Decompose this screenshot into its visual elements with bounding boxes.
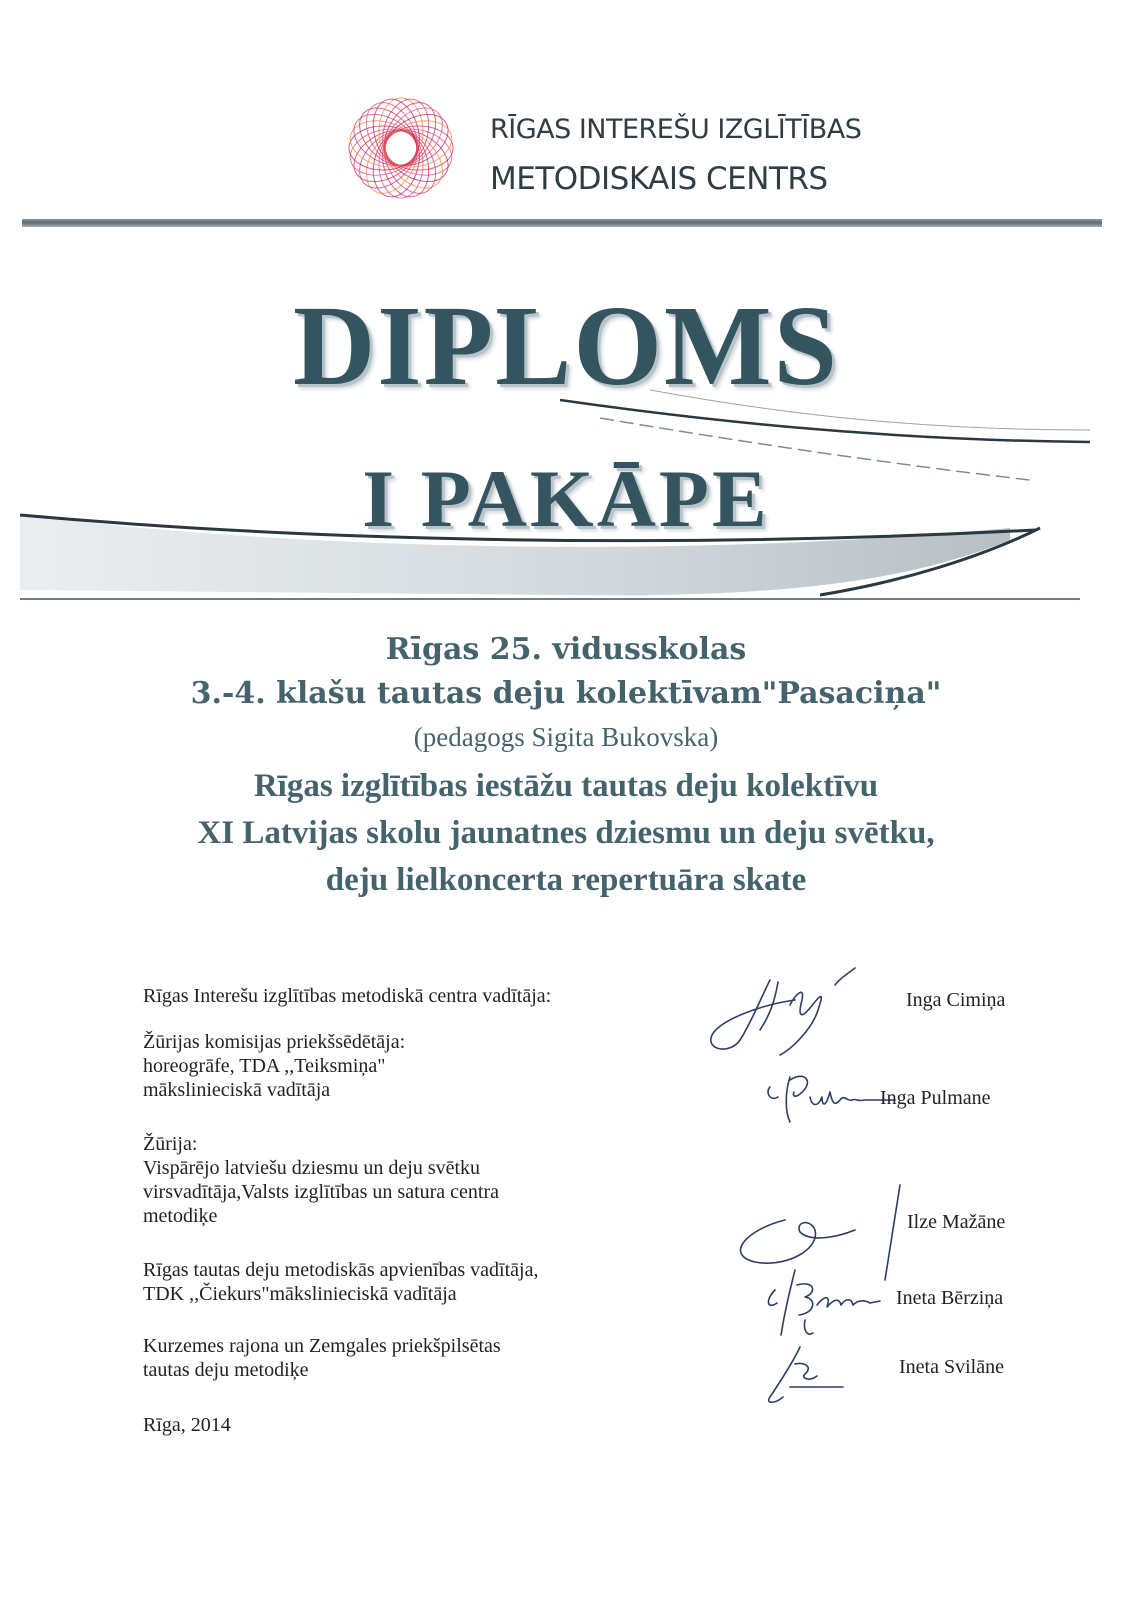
event-line-1: Rīgas izglītības iestāžu tautas deju kolektīvu <box>253 768 879 804</box>
header-divider <box>22 219 1102 227</box>
name-director: Inga Cimiņa <box>906 989 1006 1011</box>
signature-jury-2 <box>755 1265 895 1345</box>
signature-jury-3 <box>755 1342 855 1412</box>
role-jury-3-line1: Kurzemes rajona un Zemgales priekšpilsētas <box>143 1335 501 1357</box>
place-date: Rīga, 2014 <box>143 1414 231 1436</box>
role-jury-3 <box>143 1334 501 1382</box>
role-jury-2-line1: Rīgas tautas deju metodiskās apvienības vadītāja, <box>143 1259 539 1281</box>
organization-logo <box>340 92 462 204</box>
event-line-2: XI Latvijas skolu jaunatnes dziesmu un deju svētku, <box>197 815 935 851</box>
organization-name-line1: RĪGAS INTEREŠU IZGLĪTĪBAS <box>490 114 862 145</box>
role-chair-line1: Žūrijas komisijas priekšsēdētāja: <box>143 1031 406 1053</box>
role-chair <box>143 1030 405 1102</box>
recipient-collective: 3.-4. klašu tautas deju kolektīvam"Pasaciņa" <box>190 676 942 711</box>
recipient-school: Rīgas 25. vidusskolas <box>385 632 747 667</box>
name-chair: Inga Pulmane <box>880 1087 991 1109</box>
role-jury-1 <box>143 1156 499 1228</box>
role-jury-1-line3: metodiķe <box>143 1205 218 1227</box>
role-jury-2-line2: TDK ,,Čiekurs"mākslinieciskā vadītāja <box>143 1283 457 1305</box>
role-jury-1-line1: Vispārējo latviešu dziesmu un deju svētku <box>143 1157 481 1179</box>
role-jury-3-line2: tautas deju metodiķe <box>143 1359 309 1381</box>
role-jury-1-line2: virsvadītāja,Valsts izglītības un satura centra <box>143 1181 500 1203</box>
diploma-title: DIPLOMS <box>292 282 840 409</box>
name-jury-1: Ilze Mažāne <box>907 1211 1006 1233</box>
name-jury-3: Ineta Svilāne <box>899 1356 1004 1378</box>
name-jury-2: Ineta Bērziņa <box>896 1287 1004 1309</box>
signature-director <box>700 960 880 1060</box>
role-chair-line3: mākslinieciskā vadītāja <box>143 1079 331 1101</box>
diploma-level: I PAKĀPE <box>362 453 770 544</box>
role-director: Rīgas Interešu izglītības metodiskā centra vadītāja: <box>143 985 552 1007</box>
signature-chair <box>760 1062 900 1132</box>
recipient-teacher: (pedagogs Sigita Bukovska) <box>413 722 719 752</box>
organization-name-line2: METODISKAIS CENTRS <box>490 161 828 197</box>
role-chair-line2: horeogrāfe, TDA ,,Teiksmiņa" <box>143 1055 386 1077</box>
jury-label: Žūrija: <box>143 1133 198 1155</box>
role-jury-2 <box>143 1258 538 1306</box>
event-line-3: deju lielkoncerta repertuāra skate <box>325 862 807 898</box>
